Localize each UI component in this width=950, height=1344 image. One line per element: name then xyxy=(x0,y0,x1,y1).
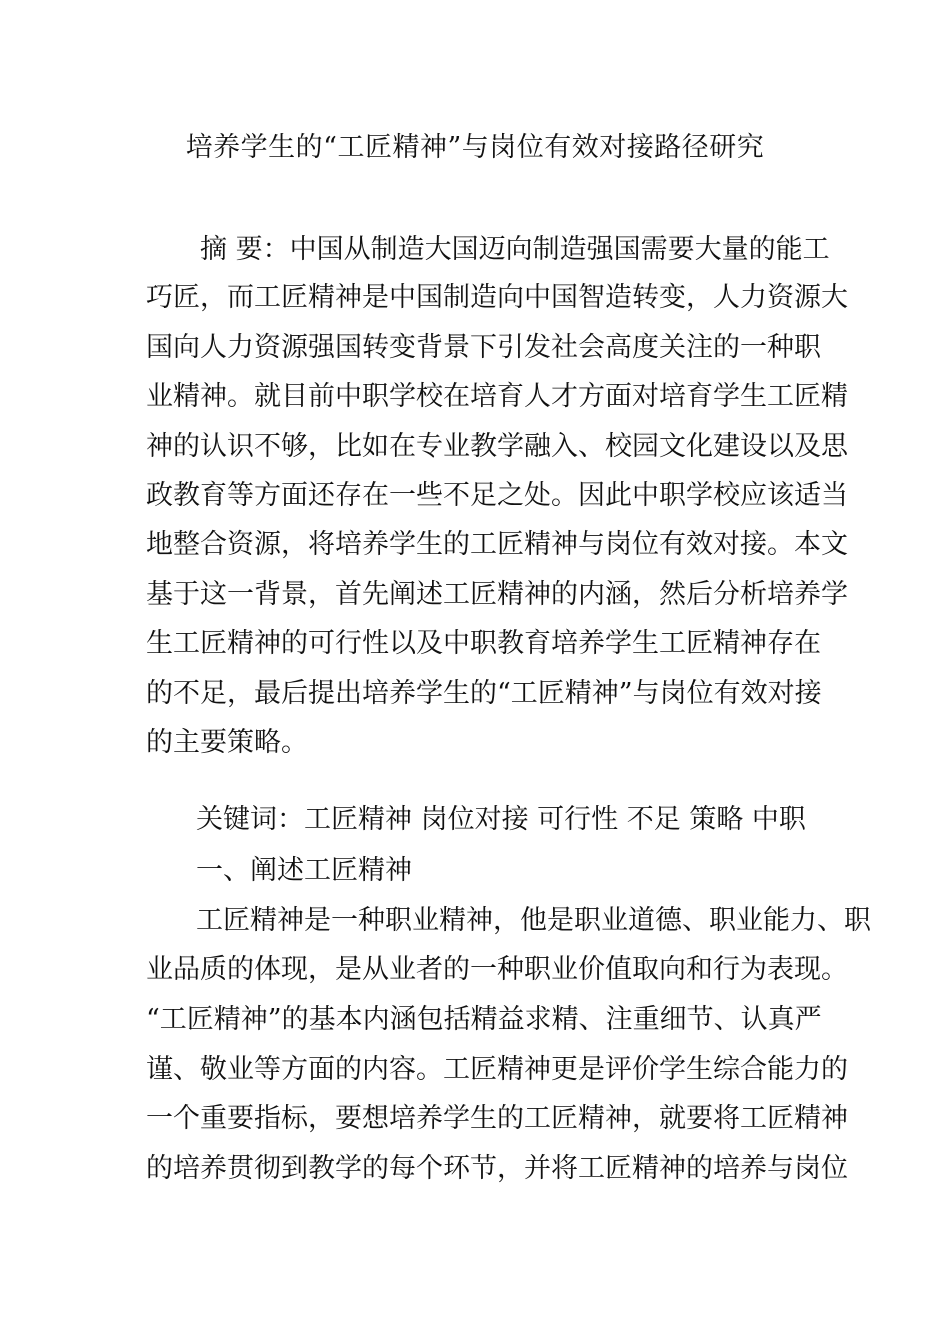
abstract-line: 巧匠，而工匠精神是中国制造向中国智造转变，人力资源大 xyxy=(146,282,848,313)
body-line: 的培养贯彻到教学的每个环节，并将工匠精神的培养与岗位 xyxy=(146,1153,848,1184)
keywords-line: 关键词：工匠精神 岗位对接 可行性 不足 策略 中职 xyxy=(196,804,806,835)
abstract-line: 国向人力资源强国转变背景下引发社会高度关注的一种职 xyxy=(146,332,821,363)
body-line: 一个重要指标，要想培养学生的工匠精神，就要将工匠精神 xyxy=(146,1103,848,1134)
section-heading: 一、阐述工匠精神 xyxy=(196,855,412,886)
body-line: 谨、敬业等方面的内容。工匠精神更是评价学生综合能力的 xyxy=(146,1054,848,1085)
abstract-line: 的主要策略。 xyxy=(146,727,308,758)
abstract-line: 政教育等方面还存在一些不足之处。因此中职学校应该适当 xyxy=(146,480,848,511)
body-line: 工匠精神是一种职业精神，他是职业道德、职业能力、职 xyxy=(196,905,871,936)
body-line: 业品质的体现，是从业者的一种职业价值取向和行为表现。 xyxy=(146,954,848,985)
abstract-line: 基于这一背景，首先阐述工匠精神的内涵，然后分析培养学 xyxy=(146,579,848,610)
abstract-line: 业精神。就目前中职学校在培育人才方面对培育学生工匠精 xyxy=(146,381,848,412)
abstract-line: 地整合资源，将培养学生的工匠精神与岗位有效对接。本文 xyxy=(146,529,848,560)
abstract-line: 生工匠精神的可行性以及中职教育培养学生工匠精神存在 xyxy=(146,628,821,659)
abstract-line: 摘 要：中国从制造大国迈向制造强国需要大量的能工 xyxy=(200,234,830,265)
document-title: 培养学生的“工匠精神”与岗位有效对接路径研究 xyxy=(185,132,765,163)
abstract-line: 神的认识不够，比如在专业教学融入、校园文化建设以及思 xyxy=(146,431,848,462)
body-line: “工匠精神”的基本内涵包括精益求精、注重细节、认真严 xyxy=(146,1004,822,1035)
abstract-line: 的不足，最后提出培养学生的“工匠精神”与岗位有效对接 xyxy=(146,678,822,709)
